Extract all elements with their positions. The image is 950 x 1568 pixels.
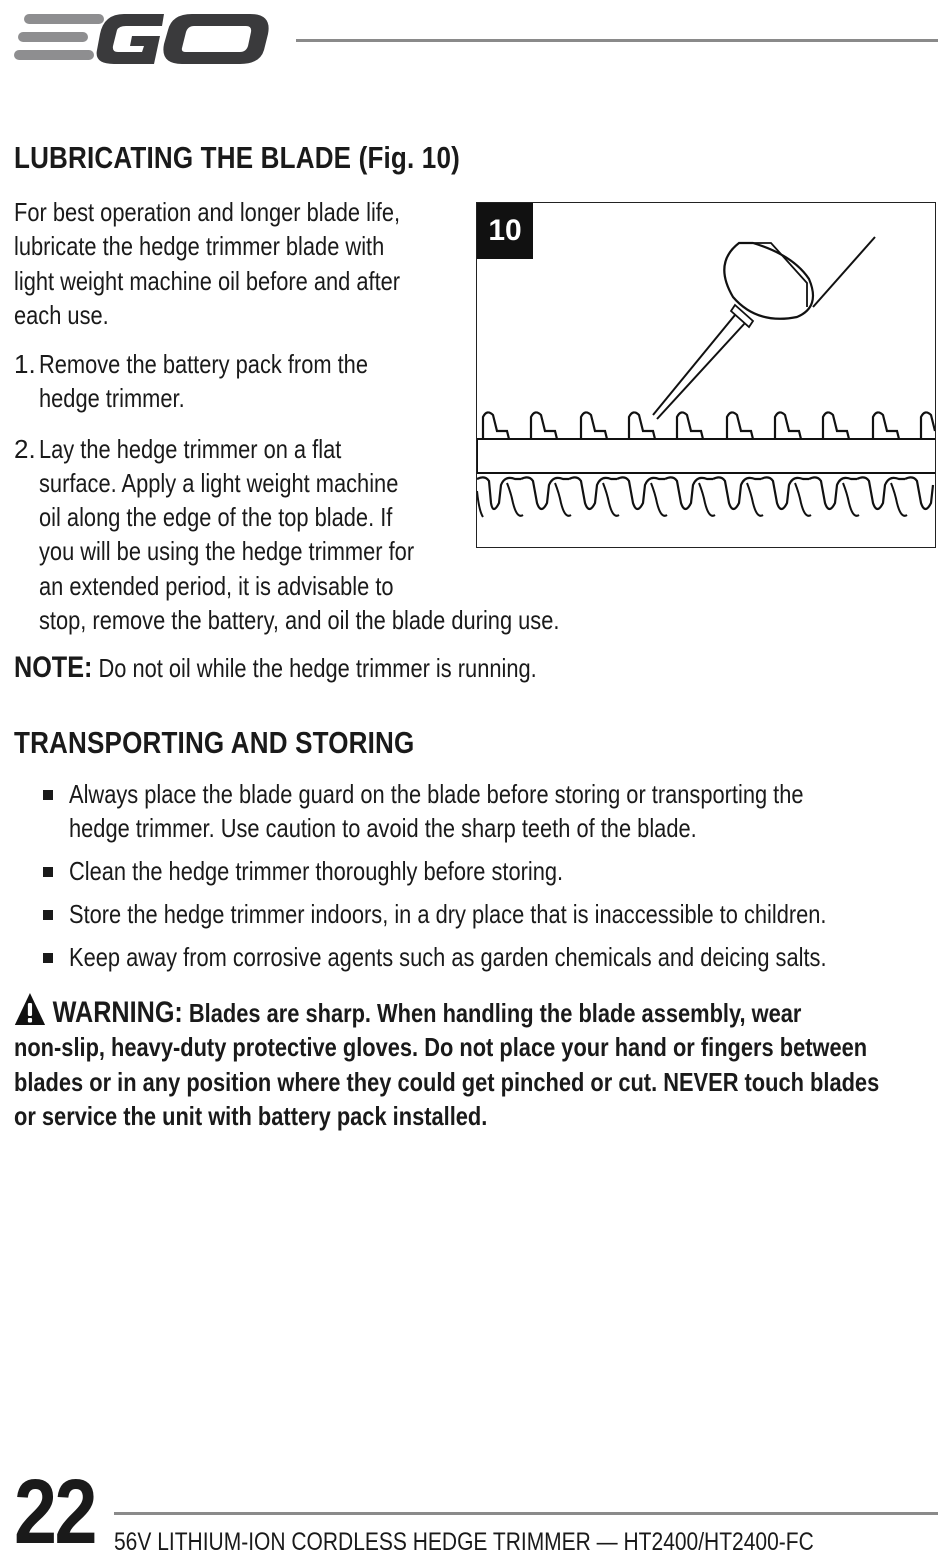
- step-item: 2. Lay the hedge trimmer on a flat surface. Apply a light weight machine oil along the edge of the top blade. If you will be using the hedge trimmer for an extended period, it is advisable to stop, remove the battery, and oil the blade during use.: [14, 433, 560, 636]
- footer-product-line: 56V LITHIUM-ION CORDLESS HEDGE TRIMMER — HT2400/HT2400-FC: [114, 1528, 814, 1556]
- list-item: Store the hedge trimmer indoors, in a dry place that is inaccessible to children.: [40, 897, 950, 931]
- header-rule: [296, 39, 938, 42]
- bullet-square-icon: [43, 867, 53, 877]
- bullet-square-icon: [43, 790, 53, 800]
- figure-number-label: 10: [477, 203, 533, 259]
- oil-can-blade-illustration: [477, 203, 936, 548]
- page-header: [0, 0, 950, 80]
- note-text: Do not oil while the hedge trimmer is running.: [98, 653, 537, 683]
- storage-bullet-list: [40, 777, 950, 982]
- section-title-lubricating: LUBRICATING THE BLADE (Fig. 10): [14, 140, 460, 175]
- footer-rule: [114, 1512, 938, 1515]
- ego-logo: [14, 10, 274, 70]
- warning-block: WARNING: Blades are sharp. When handling the blade assembly, wear non-slip, heavy-duty protective gloves. Do not place your hand or fingers between blades or in any position where they could get pinched or cut. NEVER touch blades or service the unit with battery pack installed.: [14, 992, 938, 1133]
- note: [14, 651, 636, 685]
- bullet-square-icon: [43, 910, 53, 920]
- note-label: NOTE:: [14, 651, 93, 684]
- page-number: 22: [14, 1461, 95, 1563]
- warning-triangle-icon: [14, 992, 46, 1026]
- bullet-square-icon: [43, 953, 53, 963]
- figure-oiling-blade: [476, 202, 936, 548]
- intro-paragraph: For best operation and longer blade life, lubricate the hedge trimmer blade with light weight machine oil before and after each use.: [14, 197, 401, 330]
- step-item: 1. Remove the battery pack from the hedge trimmer.: [14, 349, 368, 414]
- list-item: Clean the hedge trimmer thoroughly before storing.: [40, 854, 950, 888]
- list-item: Always place the blade guard on the blade before storing or transporting the hedge trimmer. Use caution to avoid the sharp teeth of the blade.: [40, 777, 950, 846]
- list-item: Keep away from corrosive agents such as garden chemicals and deicing salts.: [40, 940, 950, 974]
- warning-label: WARNING:: [52, 996, 183, 1029]
- section-title-transporting: TRANSPORTING AND STORING: [14, 725, 415, 760]
